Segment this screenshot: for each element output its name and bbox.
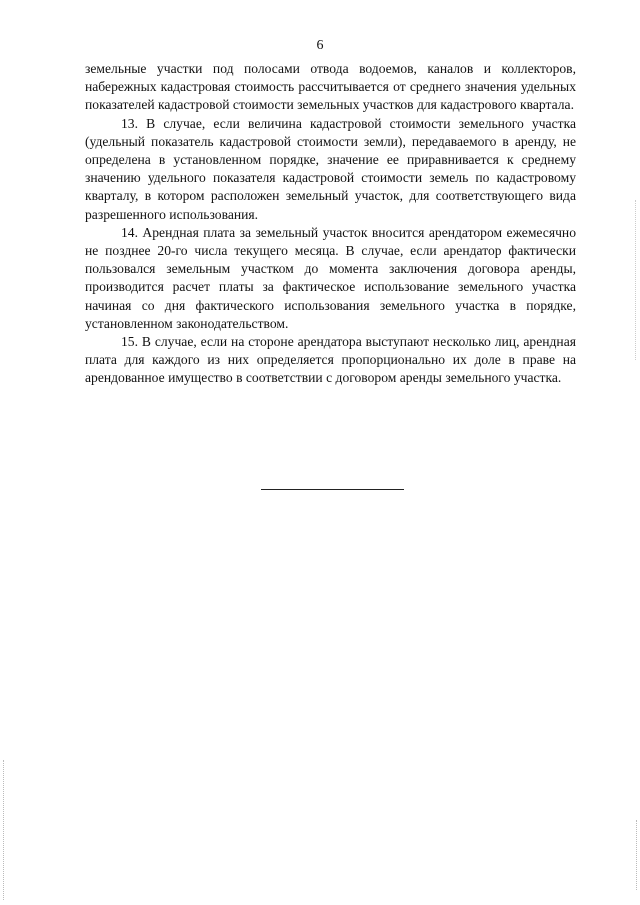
scan-edge-mark [636,820,637,890]
end-separator-line [261,489,404,490]
paragraph-15: 15. В случае, если на стороне арендатора выступают несколько лиц, арендная плата для каждого из них определяется пропорционально их доле в праве на арендованное имущество в соответствии с договором аренды земельного участка. [85,334,576,386]
scan-edge-mark [635,200,636,360]
scan-edge-mark [3,760,4,900]
paragraph-14: 14. Арендная плата за земельный участок вносится арендатором ежемесячно не позднее 20-го числа текущего месяца. В случае, если арендатор фактически пользовался земельным участком до момента заключения договора аренды, производится расчет платы за фактическое использование земельного участка начиная со дня фактического использования земельного участка в порядке, установленном законодательством. [85,224,576,331]
page-number: 6 [316,38,324,53]
document-body [85,60,576,388]
paragraph-13: 13. В случае, если величина кадастровой стоимости земельного участка (удельный показатель кадастровой стоимости земли), передаваемого в аренду, не определена в установленном порядке, значение ее приравнивается к среднему значению удельного показателя кадастровой стоимости земель по кадастровому кварталу, в котором расположен земельный участок, для соответствующего вида разрешенного использования. [85,115,576,222]
paragraph-continuation: земельные участки под полосами отвода водоемов, каналов и коллекторов, набережных кадастровая стоимость рассчитывается от среднего значения удельных показателей кадастровой стоимости земельных участков для кадастрового квартала. [85,61,576,113]
